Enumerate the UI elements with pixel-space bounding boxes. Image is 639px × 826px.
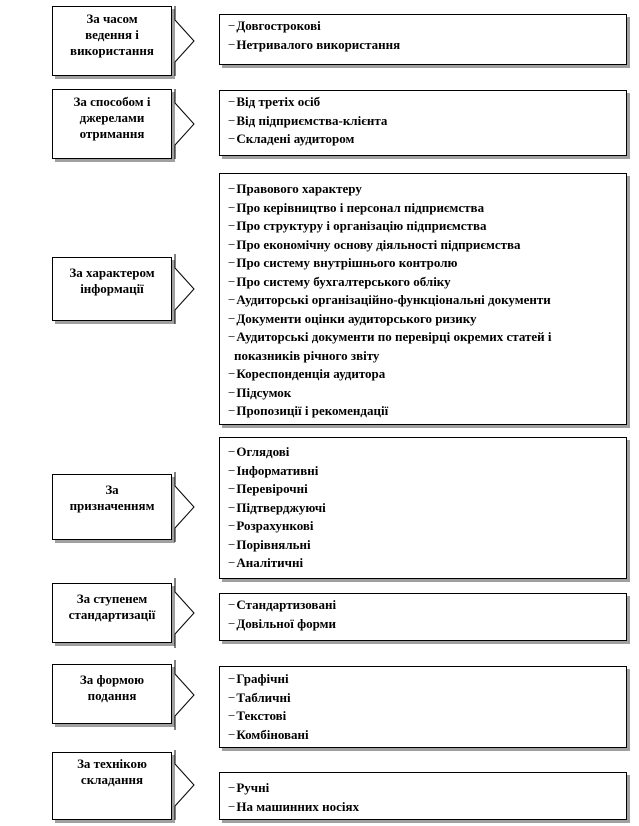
list-item: −Аналітичні <box>228 555 304 570</box>
category-box-information-type <box>52 257 172 321</box>
items-box-standardization <box>219 593 627 641</box>
category-line: складання <box>80 772 144 787</box>
list-item: −Перевірочні <box>228 481 308 496</box>
items-box-information-type <box>219 173 627 425</box>
list-item: −Текстові <box>228 708 287 723</box>
connector-arrow <box>174 578 198 648</box>
list-item: показників річного звіту <box>234 347 380 363</box>
category-line: За характером <box>69 265 155 280</box>
category-box-form <box>52 664 172 724</box>
category-line: інформації <box>80 281 144 296</box>
category-line: За технікою <box>77 756 147 771</box>
category-box-time-of-use <box>52 6 172 76</box>
category-line: За ступенем <box>76 591 148 606</box>
category-line: ведення і <box>85 27 139 42</box>
list-item: −Про економічну основу діяльності підприємства <box>228 236 521 252</box>
list-item: −Про систему бухгалтерського обліку <box>228 273 451 289</box>
items-box-source <box>219 90 627 156</box>
category-line: використання <box>70 43 154 58</box>
category-box-source <box>52 89 172 159</box>
category-line: джерелами <box>79 110 145 125</box>
list-item: −Аудиторські документи по перевірці окремих статей і <box>228 329 552 344</box>
list-item: −Від підприємства-клієнта <box>228 112 388 128</box>
list-item: −Аудиторські організаційно-функціональні документи <box>228 292 551 307</box>
list-item: −На машинних носіях <box>228 798 360 814</box>
category-line: За часом <box>86 11 138 26</box>
list-item: −Оглядові <box>228 444 290 459</box>
list-item: −Пропозиції і рекомендації <box>228 403 389 418</box>
category-box-standardization <box>52 583 172 643</box>
list-item: −Правового характеру <box>228 181 362 196</box>
list-item: −Ручні <box>228 780 270 795</box>
category-line: подання <box>87 688 137 703</box>
connector-arrow <box>174 472 198 542</box>
connector-arrow <box>174 6 198 76</box>
connector-arrow <box>174 660 198 730</box>
list-item: −Графічні <box>228 671 289 686</box>
connector-arrow <box>174 89 198 159</box>
list-item: −Підсумок <box>228 384 292 400</box>
category-line: отримання <box>79 126 145 141</box>
category-line: За способом і <box>73 94 151 109</box>
list-item: −Довгострокові <box>228 18 321 33</box>
category-box-technique <box>52 752 172 820</box>
list-item: −Стандартизовані <box>228 597 337 612</box>
list-item: −Підтверджуючі <box>228 499 326 515</box>
list-item: −Табличні <box>228 689 291 705</box>
category-line: За <box>105 482 119 497</box>
items-box-time-of-use <box>219 14 627 65</box>
list-item: −Нетривалого використання <box>228 36 401 52</box>
items-box-technique <box>219 772 627 820</box>
connector-arrow <box>174 254 198 324</box>
list-item: −Від третіх осіб <box>228 94 321 109</box>
list-item: −Порівняльні <box>228 536 311 552</box>
category-line: призначенням <box>69 498 155 513</box>
list-item: −Про структуру і організацію підприємства <box>228 218 487 233</box>
list-item: −Комбіновані <box>228 726 309 742</box>
category-line: За формою <box>79 672 145 687</box>
list-item: −Кореспонденція аудитора <box>228 366 386 381</box>
list-item: −Документи оцінки аудиторського ризику <box>228 310 477 326</box>
list-item: −Інформативні <box>228 462 319 478</box>
category-line: стандартизації <box>68 607 156 622</box>
list-item: −Складені аудитором <box>228 131 355 146</box>
connector-arrow <box>174 750 198 820</box>
list-item: −Довільної форми <box>228 615 336 631</box>
list-item: −Розрахункові <box>228 518 314 533</box>
items-box-purpose <box>219 437 627 579</box>
list-item: −Про керівництво і персонал підприємства <box>228 199 485 215</box>
items-box-form <box>219 666 627 748</box>
category-box-purpose <box>52 474 172 540</box>
list-item: −Про систему внутрішнього контролю <box>228 255 458 270</box>
